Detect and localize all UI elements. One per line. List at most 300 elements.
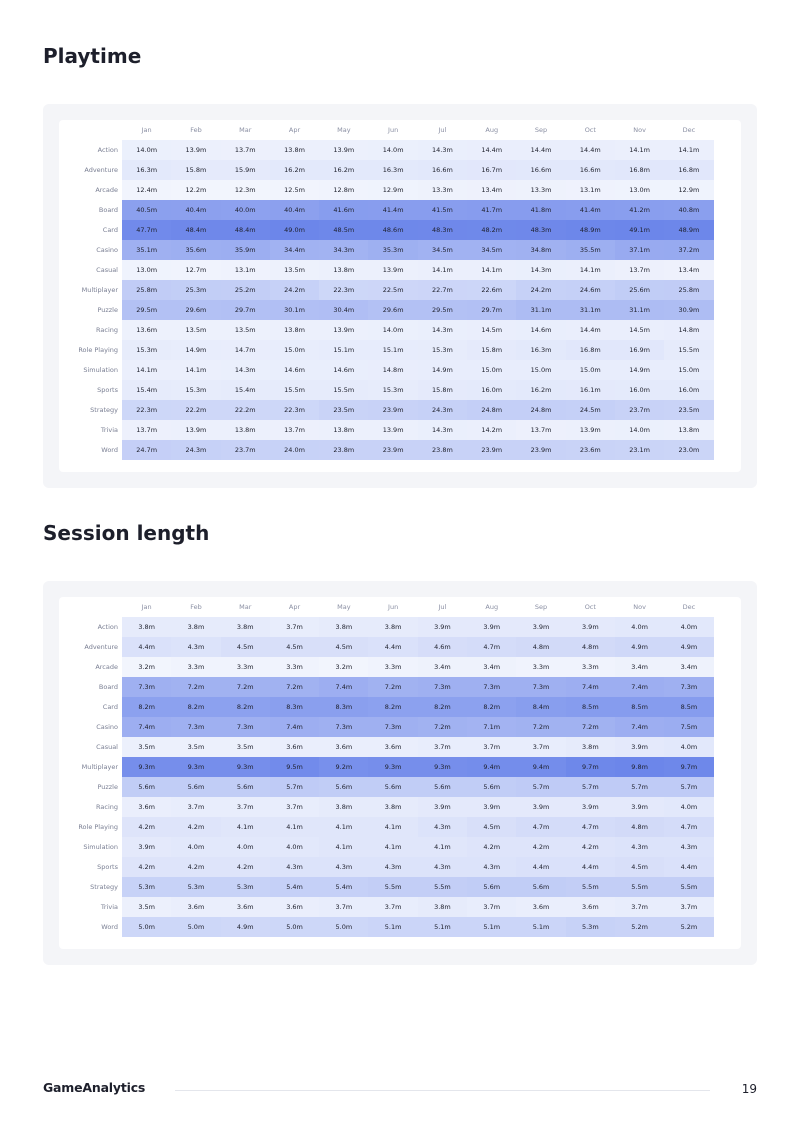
heatmap-cell: 7.1m: [467, 717, 516, 737]
heatmap-cell: 3.6m: [516, 897, 565, 917]
heatmap-cell: 23.8m: [319, 440, 368, 460]
heatmap-cell: 15.0m: [516, 360, 565, 380]
genre-label: Racing: [96, 326, 118, 334]
heatmap-cell: 4.1m: [319, 837, 368, 857]
heatmap-cell: 13.7m: [615, 260, 664, 280]
heatmap-cell: 34.5m: [418, 240, 467, 260]
heatmap-cell: 22.3m: [270, 400, 319, 420]
heatmap-cell: 3.9m: [122, 837, 171, 857]
heatmap-cell: 3.9m: [418, 617, 467, 637]
heatmap-cell: 25.8m: [122, 280, 171, 300]
heatmap-cell: 3.7m: [270, 617, 319, 637]
heatmap-cell: 37.2m: [664, 240, 713, 260]
heatmap-cell: 12.4m: [122, 180, 171, 200]
heatmap-cell: 49.1m: [615, 220, 664, 240]
heatmap-cell: 14.4m: [566, 320, 615, 340]
heatmap-cell: 13.4m: [467, 180, 516, 200]
heatmap-cell: 5.3m: [221, 877, 270, 897]
heatmap-cell: 8.2m: [368, 697, 417, 717]
heatmap-cell: 13.7m: [221, 140, 270, 160]
heatmap-cell: 34.4m: [270, 240, 319, 260]
heatmap-cell: 14.9m: [171, 340, 220, 360]
heatmap-cell: 14.4m: [516, 140, 565, 160]
heatmap-cell: 9.3m: [122, 757, 171, 777]
heatmap-cell: 13.0m: [122, 260, 171, 280]
heatmap-cell: 3.6m: [270, 737, 319, 757]
heatmap-cell: 12.2m: [171, 180, 220, 200]
genre-label: Trivia: [100, 903, 118, 911]
heatmap-cell: 7.2m: [418, 717, 467, 737]
heatmap-row: [59, 717, 714, 737]
heatmap-cell: 5.1m: [368, 917, 417, 937]
session-length-heatmap-panel: [59, 597, 741, 949]
heatmap-row: [59, 340, 714, 360]
genre-label: Card: [102, 703, 118, 711]
heatmap-cell: 4.2m: [122, 817, 171, 837]
heatmap-cell: 25.6m: [615, 280, 664, 300]
genre-label: Sports: [97, 863, 118, 871]
genre-label: Card: [102, 226, 118, 234]
heatmap-cell: 15.8m: [467, 340, 516, 360]
heatmap-cell: 5.1m: [418, 917, 467, 937]
heatmap-cell: 7.2m: [171, 677, 220, 697]
heatmap-cell: 41.4m: [566, 200, 615, 220]
heatmap-cell: 13.5m: [270, 260, 319, 280]
heatmap-cell: 34.3m: [319, 240, 368, 260]
heatmap-cell: 31.1m: [566, 300, 615, 320]
heatmap-cell: 13.6m: [122, 320, 171, 340]
heatmap-cell: 9.2m: [319, 757, 368, 777]
month-header: Aug: [485, 126, 499, 134]
heatmap-cell: 4.7m: [566, 817, 615, 837]
heatmap-cell: 4.5m: [615, 857, 664, 877]
heatmap-cell: 14.6m: [319, 360, 368, 380]
heatmap-cell: 14.3m: [221, 360, 270, 380]
heatmap-row: [59, 837, 714, 857]
month-header: Jul: [438, 126, 447, 134]
heatmap-cell: 7.4m: [319, 677, 368, 697]
heatmap-cell: 14.0m: [615, 420, 664, 440]
heatmap-cell: 5.7m: [664, 777, 713, 797]
heatmap-row: [59, 280, 714, 300]
heatmap-cell: 4.5m: [319, 637, 368, 657]
heatmap-cell: 7.3m: [319, 717, 368, 737]
heatmap-cell: 3.2m: [122, 657, 171, 677]
genre-label: Action: [97, 623, 118, 631]
heatmap-cell: 3.7m: [319, 897, 368, 917]
heatmap-cell: 4.1m: [418, 837, 467, 857]
heatmap-cell: 9.7m: [566, 757, 615, 777]
heatmap-cell: 41.8m: [516, 200, 565, 220]
heatmap-cell: 15.9m: [221, 160, 270, 180]
heatmap-cell: 5.2m: [615, 917, 664, 937]
heatmap-cell: 16.8m: [615, 160, 664, 180]
heatmap-row: [59, 777, 714, 797]
heatmap-cell: 14.1m: [467, 260, 516, 280]
heatmap-cell: 13.5m: [221, 320, 270, 340]
heatmap-cell: 4.1m: [368, 817, 417, 837]
heatmap-cell: 8.3m: [319, 697, 368, 717]
heatmap-row: [59, 657, 714, 677]
heatmap-cell: 3.9m: [467, 797, 516, 817]
heatmap-cell: 5.6m: [516, 877, 565, 897]
heatmap-cell: 16.3m: [516, 340, 565, 360]
heatmap-cell: 4.0m: [221, 837, 270, 857]
heatmap-row: [59, 260, 714, 280]
heatmap-cell: 14.0m: [122, 140, 171, 160]
heatmap-cell: 7.4m: [566, 677, 615, 697]
heatmap-cell: 3.8m: [122, 617, 171, 637]
genre-label: Casino: [96, 723, 118, 731]
heatmap-cell: 13.9m: [368, 420, 417, 440]
heatmap-cell: 5.6m: [319, 777, 368, 797]
heatmap-cell: 3.4m: [664, 657, 713, 677]
heatmap-cell: 8.5m: [664, 697, 713, 717]
heatmap-cell: 25.8m: [664, 280, 713, 300]
heatmap-cell: 5.6m: [368, 777, 417, 797]
heatmap-cell: 48.5m: [319, 220, 368, 240]
heatmap-cell: 40.4m: [270, 200, 319, 220]
heatmap-cell: 3.8m: [566, 737, 615, 757]
month-header: Oct: [584, 603, 596, 611]
heatmap-cell: 4.5m: [467, 817, 516, 837]
heatmap-cell: 16.8m: [566, 340, 615, 360]
heatmap-cell: 7.2m: [566, 717, 615, 737]
genre-label: Word: [101, 923, 118, 931]
heatmap-cell: 7.2m: [516, 717, 565, 737]
heatmap-row: [59, 400, 714, 420]
session-length-heatmap-card: [43, 581, 757, 965]
heatmap-cell: 23.5m: [319, 400, 368, 420]
heatmap-cell: 16.6m: [418, 160, 467, 180]
heatmap-cell: 7.3m: [516, 677, 565, 697]
heatmap-cell: 3.7m: [664, 897, 713, 917]
genre-label: Board: [98, 683, 118, 691]
heatmap-cell: 5.0m: [319, 917, 368, 937]
heatmap-cell: 3.9m: [418, 797, 467, 817]
heatmap-cell: 5.3m: [122, 877, 171, 897]
heatmap-cell: 4.1m: [270, 817, 319, 837]
heatmap-cell: 40.0m: [221, 200, 270, 220]
heatmap-cell: 4.7m: [664, 817, 713, 837]
heatmap-cell: 7.2m: [368, 677, 417, 697]
heatmap-cell: 4.4m: [516, 857, 565, 877]
heatmap-cell: 3.7m: [615, 897, 664, 917]
heatmap-cell: 4.2m: [566, 837, 615, 857]
heatmap-cell: 4.3m: [171, 637, 220, 657]
heatmap-cell: 5.2m: [664, 917, 713, 937]
heatmap-cell: 13.4m: [664, 260, 713, 280]
heatmap-cell: 15.0m: [566, 360, 615, 380]
heatmap-cell: 5.1m: [516, 917, 565, 937]
heatmap-cell: 4.1m: [368, 837, 417, 857]
heatmap-cell: 4.9m: [664, 637, 713, 657]
heatmap-row: [59, 240, 714, 260]
heatmap-cell: 29.7m: [221, 300, 270, 320]
month-header: Nov: [633, 126, 646, 134]
heatmap-cell: 22.2m: [171, 400, 220, 420]
heatmap-row: [59, 140, 714, 160]
heatmap-cell: 30.9m: [664, 300, 713, 320]
heatmap-cell: 3.5m: [122, 897, 171, 917]
heatmap-cell: 12.8m: [319, 180, 368, 200]
genre-label: Simulation: [83, 366, 118, 374]
heatmap-row: [59, 857, 714, 877]
month-header: Mar: [239, 603, 252, 611]
heatmap-cell: 15.3m: [368, 380, 417, 400]
heatmap-cell: 3.8m: [418, 897, 467, 917]
heatmap-cell: 3.8m: [221, 617, 270, 637]
heatmap-cell: 7.3m: [664, 677, 713, 697]
heatmap-cell: 4.1m: [319, 817, 368, 837]
heatmap-cell: 4.8m: [566, 637, 615, 657]
genre-label: Strategy: [90, 406, 118, 414]
heatmap-cell: 35.1m: [122, 240, 171, 260]
heatmap-cell: 4.7m: [516, 817, 565, 837]
heatmap-cell: 14.9m: [418, 360, 467, 380]
heatmap-cell: 14.3m: [418, 320, 467, 340]
month-header: Oct: [584, 126, 596, 134]
heatmap-cell: 4.1m: [221, 817, 270, 837]
heatmap-cell: 14.1m: [615, 140, 664, 160]
gameanalytics-logo: GameAnalytics: [43, 1080, 146, 1095]
genre-label: Puzzle: [97, 783, 118, 791]
heatmap-cell: 14.0m: [368, 140, 417, 160]
heatmap-row: [59, 897, 714, 917]
heatmap-cell: 4.2m: [171, 817, 220, 837]
heatmap-cell: 7.4m: [122, 717, 171, 737]
genre-label: Simulation: [83, 843, 118, 851]
heatmap-cell: 3.5m: [122, 737, 171, 757]
heatmap-cell: 12.5m: [270, 180, 319, 200]
genre-label: Strategy: [90, 883, 118, 891]
heatmap-cell: 23.9m: [368, 440, 417, 460]
heatmap-cell: 15.4m: [221, 380, 270, 400]
month-header: Dec: [682, 126, 696, 134]
heatmap-cell: 16.8m: [664, 160, 713, 180]
session-length-heatmap: [59, 597, 714, 937]
heatmap-cell: 16.2m: [270, 160, 319, 180]
heatmap-cell: 9.4m: [516, 757, 565, 777]
heatmap-cell: 3.9m: [566, 797, 615, 817]
heatmap-cell: 12.3m: [221, 180, 270, 200]
heatmap-cell: 3.3m: [221, 657, 270, 677]
month-header: May: [337, 126, 351, 134]
heatmap-cell: 3.6m: [566, 897, 615, 917]
heatmap-cell: 13.5m: [171, 320, 220, 340]
heatmap-cell: 3.9m: [516, 617, 565, 637]
heatmap-cell: 14.5m: [467, 320, 516, 340]
heatmap-cell: 13.9m: [368, 260, 417, 280]
heatmap-cell: 15.0m: [467, 360, 516, 380]
heatmap-cell: 40.5m: [122, 200, 171, 220]
heatmap-cell: 23.7m: [615, 400, 664, 420]
heatmap-cell: 5.6m: [221, 777, 270, 797]
genre-label: Puzzle: [97, 306, 118, 314]
heatmap-cell: 29.5m: [418, 300, 467, 320]
heatmap-cell: 15.5m: [270, 380, 319, 400]
heatmap-cell: 7.4m: [615, 677, 664, 697]
heatmap-cell: 15.1m: [368, 340, 417, 360]
heatmap-cell: 3.8m: [368, 617, 417, 637]
heatmap-row: [59, 917, 714, 937]
heatmap-cell: 3.3m: [270, 657, 319, 677]
heatmap-row: [59, 697, 714, 717]
heatmap-cell: 3.9m: [566, 617, 615, 637]
heatmap-cell: 22.7m: [418, 280, 467, 300]
heatmap-cell: 12.9m: [664, 180, 713, 200]
month-header: Aug: [485, 603, 499, 611]
heatmap-cell: 13.8m: [319, 420, 368, 440]
heatmap-cell: 14.5m: [615, 320, 664, 340]
heatmap-cell: 5.0m: [270, 917, 319, 937]
heatmap-cell: 13.1m: [566, 180, 615, 200]
heatmap-cell: 15.0m: [270, 340, 319, 360]
heatmap-cell: 4.0m: [664, 617, 713, 637]
heatmap-cell: 5.4m: [270, 877, 319, 897]
month-header: Apr: [288, 126, 301, 134]
heatmap-row: [59, 160, 714, 180]
heatmap-cell: 4.5m: [270, 637, 319, 657]
heatmap-cell: 5.5m: [615, 877, 664, 897]
heatmap-cell: 30.4m: [319, 300, 368, 320]
heatmap-row: [59, 180, 714, 200]
heatmap-cell: 3.8m: [319, 617, 368, 637]
heatmap-cell: 8.2m: [418, 697, 467, 717]
heatmap-cell: 13.9m: [319, 320, 368, 340]
heatmap-cell: 14.8m: [664, 320, 713, 340]
heatmap-cell: 13.0m: [615, 180, 664, 200]
heatmap-cell: 22.6m: [467, 280, 516, 300]
heatmap-cell: 3.7m: [270, 797, 319, 817]
heatmap-cell: 24.7m: [122, 440, 171, 460]
heatmap-cell: 35.9m: [221, 240, 270, 260]
heatmap-cell: 5.5m: [664, 877, 713, 897]
heatmap-row: [59, 617, 714, 637]
heatmap-cell: 8.2m: [467, 697, 516, 717]
heatmap-cell: 22.3m: [122, 400, 171, 420]
heatmap-cell: 5.7m: [516, 777, 565, 797]
heatmap-cell: 4.0m: [270, 837, 319, 857]
heatmap-cell: 3.5m: [221, 737, 270, 757]
heatmap-cell: 14.8m: [368, 360, 417, 380]
heatmap-cell: 14.1m: [418, 260, 467, 280]
heatmap-cell: 13.3m: [516, 180, 565, 200]
heatmap-cell: 29.7m: [467, 300, 516, 320]
heatmap-cell: 8.2m: [171, 697, 220, 717]
heatmap-cell: 37.1m: [615, 240, 664, 260]
heatmap-cell: 25.3m: [171, 280, 220, 300]
heatmap-cell: 16.6m: [516, 160, 565, 180]
heatmap-cell: 15.0m: [664, 360, 713, 380]
heatmap-cell: 14.3m: [418, 420, 467, 440]
heatmap-cell: 16.3m: [122, 160, 171, 180]
heatmap-cell: 13.7m: [122, 420, 171, 440]
genre-label: Role Playing: [78, 823, 118, 831]
month-header: Jun: [388, 603, 399, 611]
heatmap-cell: 5.7m: [270, 777, 319, 797]
heatmap-cell: 24.2m: [516, 280, 565, 300]
heatmap-cell: 12.7m: [171, 260, 220, 280]
heatmap-cell: 3.7m: [368, 897, 417, 917]
heatmap-cell: 4.4m: [368, 637, 417, 657]
heatmap-cell: 16.7m: [467, 160, 516, 180]
heatmap-cell: 22.5m: [368, 280, 417, 300]
heatmap-cell: 4.3m: [418, 817, 467, 837]
heatmap-row: [59, 360, 714, 380]
heatmap-cell: 16.3m: [368, 160, 417, 180]
heatmap-cell: 14.6m: [516, 320, 565, 340]
heatmap-cell: 7.3m: [368, 717, 417, 737]
heatmap-cell: 22.3m: [319, 280, 368, 300]
heatmap-cell: 23.5m: [664, 400, 713, 420]
heatmap-row: [59, 877, 714, 897]
heatmap-cell: 3.3m: [516, 657, 565, 677]
heatmap-cell: 3.4m: [418, 657, 467, 677]
heatmap-cell: 34.5m: [467, 240, 516, 260]
heatmap-cell: 31.1m: [516, 300, 565, 320]
heatmap-cell: 3.4m: [467, 657, 516, 677]
heatmap-cell: 9.8m: [615, 757, 664, 777]
heatmap-cell: 23.9m: [516, 440, 565, 460]
heatmap-cell: 15.8m: [171, 160, 220, 180]
heatmap-cell: 4.2m: [516, 837, 565, 857]
genre-label: Trivia: [100, 426, 118, 434]
heatmap-cell: 9.4m: [467, 757, 516, 777]
heatmap-cell: 4.3m: [615, 837, 664, 857]
heatmap-cell: 23.7m: [221, 440, 270, 460]
page-number: 19: [741, 1082, 757, 1096]
heatmap-cell: 5.6m: [171, 777, 220, 797]
heatmap-cell: 48.9m: [566, 220, 615, 240]
heatmap-cell: 4.3m: [270, 857, 319, 877]
heatmap-cell: 34.8m: [516, 240, 565, 260]
month-header: Dec: [682, 603, 696, 611]
heatmap-cell: 5.5m: [566, 877, 615, 897]
heatmap-cell: 8.3m: [270, 697, 319, 717]
footer-divider: [175, 1090, 710, 1091]
heatmap-cell: 31.1m: [615, 300, 664, 320]
heatmap-cell: 14.1m: [122, 360, 171, 380]
heatmap-cell: 24.8m: [467, 400, 516, 420]
heatmap-cell: 9.3m: [221, 757, 270, 777]
heatmap-cell: 3.3m: [171, 657, 220, 677]
month-header: Jan: [141, 126, 152, 134]
heatmap-cell: 3.3m: [566, 657, 615, 677]
heatmap-cell: 48.4m: [171, 220, 220, 240]
heatmap-cell: 48.9m: [664, 220, 713, 240]
heatmap-cell: 4.8m: [516, 637, 565, 657]
heatmap-cell: 4.0m: [664, 797, 713, 817]
heatmap-cell: 12.9m: [368, 180, 417, 200]
month-header: Jul: [438, 603, 447, 611]
heatmap-cell: 30.1m: [270, 300, 319, 320]
heatmap-cell: 24.5m: [566, 400, 615, 420]
heatmap-cell: 7.3m: [418, 677, 467, 697]
genre-label: Multiplayer: [81, 763, 118, 771]
heatmap-cell: 15.5m: [319, 380, 368, 400]
heatmap-cell: 4.4m: [664, 857, 713, 877]
heatmap-row: [59, 817, 714, 837]
heatmap-cell: 4.2m: [171, 857, 220, 877]
heatmap-cell: 5.0m: [122, 917, 171, 937]
heatmap-cell: 13.9m: [171, 420, 220, 440]
heatmap-cell: 5.6m: [467, 877, 516, 897]
heatmap-cell: 4.2m: [122, 857, 171, 877]
heatmap-cell: 14.2m: [467, 420, 516, 440]
heatmap-cell: 13.8m: [270, 140, 319, 160]
heatmap-cell: 3.9m: [615, 797, 664, 817]
